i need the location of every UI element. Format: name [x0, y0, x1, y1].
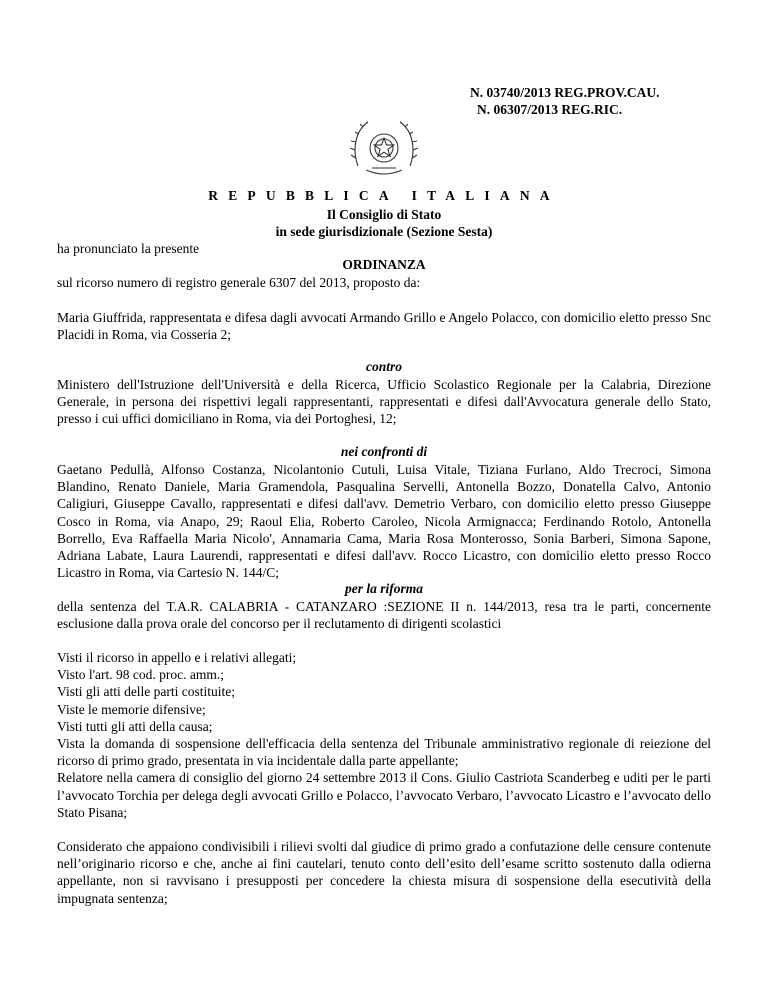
contro-label: contro: [365, 359, 402, 374]
republic-heading: REPUBBLICA ITALIANA: [208, 188, 560, 203]
visti-item: Visto l'art. 98 cod. proc. amm.;: [57, 667, 224, 683]
visti-item: Visti tutti gli atti della causa;: [57, 718, 213, 734]
italian-republic-emblem-icon: [348, 114, 420, 180]
visti-item: Visti il ricorso in appello e i relativi allegati;: [57, 650, 297, 665]
visti-item: Vista la domanda di sospensione dell'efficacia della sentenza del Tribunale amministrativo regionale di reiezione del ricorso di primo grado, presentata in via incidentale dalla parte appellante;: [57, 736, 711, 769]
court-name: Il Consiglio di Stato: [326, 207, 442, 222]
considerato-paragraph: Considerato che appaiono condivisibili i rilievi svolti dal giudice di primo grado a confutazione delle censure contenute nell’originario ricorso e che, anche ai fini cautelari, tenuto conto dell’esito dell’esame scritto sostenuto dalla odierna appellante, non si ravvisano i presupposti per concedere la chiesta misura di sospensione della esecutività della impugnata sentenza;: [57, 839, 711, 906]
visti-item: Relatore nella camera di consiglio del giorno 24 settembre 2013 il Cons. Giulio Castriota Scanderbeg e uditi per le parti l’avvocato Torchia per delega degli avvocati Grillo e Polacco, l’avvocato Verbaro, l’avvocato Licastro e l’avvocato dello Stato Pisana;: [57, 770, 711, 820]
counterparties-paragraph: Gaetano Pedullà, Alfonso Costanza, Nicolantonio Cutuli, Luisa Vitale, Tiziana Furlano, Aldo Trecroci, Simona Blandino, Renato Daniele, Maria Gramendola, Pasqualina Servelli, Antonella Bozzo, Donatella Calvo, Antonio Caligiuri, Giuseppe Cavallo, rappresentati e difesi dall'avv. Demetrio Verbaro, con domicilio eletto presso Giuseppe Cosco in Roma, via Anapo, 29; Raoul Elia, Roberto Caroleo, Nicola Armignacca; Ferdinando Rotolo, Antonella Borrello, Eva Raffaella Maria Nicolo', Annamaria Cama, Maria Rosa Monterosso, Sonia Barberi, Simona Sapone, Adriana Labate, Laura Laurendi, rappresentati e difesi dall'avv. Rocco Licastro, con domicilio eletto presso Rocco Licastro in Roma, via Cartesio N. 144/C;: [57, 462, 711, 581]
riforma-label: per la riforma: [344, 581, 423, 596]
doc-type: ORDINANZA: [342, 257, 426, 272]
ref-prov-cau: N. 03740/2013 REG.PROV.CAU.: [470, 85, 660, 100]
visti-block: [57, 649, 711, 821]
respondent-paragraph: Ministero dell'Istruzione dell'Università e della Ricerca, Ufficio Scolastico Regionale per la Calabria, Direzione Generale, in persona dei rispettivi legali rappresentanti, rappresentati e difesi dall'Avvocatura generale dello Stato, presso i cui uffici domiciliano in Roma, via dei Portoghesi, 12;: [57, 377, 711, 427]
visti-item: Viste le memorie difensive;: [57, 701, 206, 717]
court-heading: [0, 206, 768, 240]
reform-paragraph: della sentenza del T.A.R. CALABRIA - CATANZARO :SEZIONE II n. 144/2013, resa tra le parti, concernente esclusione dalla prova orale del concorso per il reclutamento di dirigenti scolastici: [57, 599, 711, 632]
visti-item: Visti gli atti delle parti costituite;: [57, 684, 236, 700]
court-section: in sede giurisdizionale (Sezione Sesta): [275, 224, 493, 239]
pronounced-line: ha pronunciato la presente: [57, 241, 200, 256]
header-references: [470, 84, 660, 118]
appellant-paragraph: Maria Giuffrida, rappresentata e difesa dagli avvocati Armando Grillo e Angelo Polacco, con domicilio eletto presso Snc Placidi in Roma, via Cosseria 2;: [57, 310, 711, 343]
confronti-label: nei confronti di: [340, 444, 428, 459]
appeal-line: sul ricorso numero di registro generale 6307 del 2013, proposto da:: [57, 275, 421, 290]
ref-ric: N. 06307/2013 REG.RIC.: [477, 102, 623, 117]
